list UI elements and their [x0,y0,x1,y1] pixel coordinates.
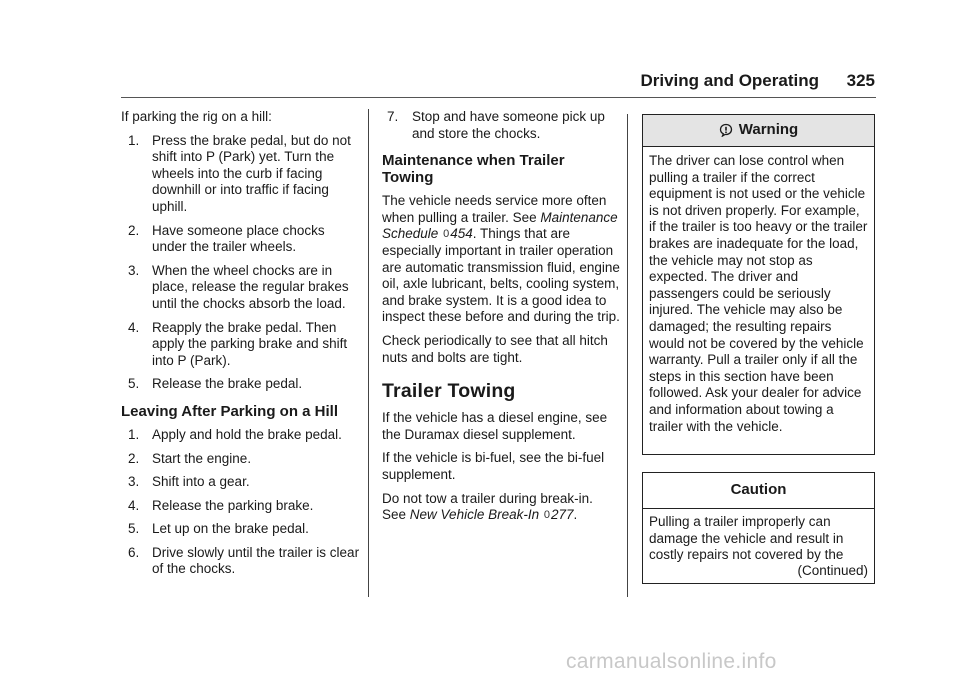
column-1 [121,109,361,585]
paragraph-text: The vehicle needs service more often when pulling a trailer. See [382,193,607,225]
step-number: 5. [128,376,140,392]
paragraph-text: Do not tow a trailer during break-in. See [382,490,593,523]
step-number: 2. [128,450,140,466]
continued-label: (Continued) [797,563,868,579]
step-text: Drive slowly until the trailer is clear of the chocks. [152,544,360,577]
caution-box [642,472,875,584]
step-number: 2. [128,222,140,238]
step-number: 3. [128,262,140,278]
column-divider-1 [368,109,369,597]
caution-body: Pulling a trailer improperly can damage the vehicle and result in costly repairs not covered by the [649,514,844,563]
list-item [121,263,361,313]
warning-body: The driver can lose control when pulling a trailer if the correct equipment is not used or the vehicle is not driven properly. For example, if the trailer is too heavy or the trailer brakes are inadequate for the load, the vehicle may not stop as expected. The driver and passengers could be seriously injured. The vehicle may also be damaged; the resulting repairs would not be covered by the vehicle warranty. Pull a trailer only if all the steps in this section have been followed. Ask your dealer for advice and information about towing a trailer with the vehicle. [649,153,868,434]
caution-title: Caution [730,481,787,499]
step-text: Press the brake pedal, but do not shift into P (Park) yet. Turn the wheels into the curb if facing downhill or into traffic if facing uphill. [152,132,351,214]
list-item [121,521,361,538]
step-number: 6. [128,544,140,560]
step-text: Apply and hold the brake pedal. [152,426,342,442]
list-item [121,320,361,370]
list-item [121,451,361,468]
list-item [121,376,361,393]
diesel-paragraph: If the vehicle has a diesel engine, see the Duramax diesel supplement. [382,410,608,442]
warning-header [643,115,874,147]
check-paragraph: Check periodically to see that all hitch nuts and bolts are tight. [382,332,608,365]
list-item [121,223,361,256]
step-text: Release the brake pedal. [152,376,303,392]
hill-parking-steps [121,133,361,393]
maintenance-paragraph: The vehicle needs service more often when pulling a trailer. See Maintenance Schedule 0454. Things that are especially important in trailer operation are automatic transmission fluid, engine oil, axle lubricant, belts, cooling system, and brake system. It is a good idea to inspect these before and during the trip. [382,193,620,325]
caution-header [643,473,874,509]
intro-paragraph: If parking the rig on a hill: [121,109,272,124]
step-text: Reapply the brake pedal. Then apply the parking brake and shift into P (Park). [152,319,348,368]
warning-triangle-icon [719,123,733,137]
list-item [121,545,361,578]
step-number: 7. [387,109,399,124]
bifuel-paragraph: If the vehicle is bi-fuel, see the bi-fuel supplement. [382,450,605,482]
step-number: 4. [128,497,140,513]
page-header [632,70,877,98]
step-text: Shift into a gear. [152,474,250,490]
list-item [382,109,620,142]
list-item [121,474,361,491]
step-number: 1. [128,132,140,148]
breakin-paragraph: Do not tow a trailer during break-in. See New Vehicle Break-In 0277. [382,490,593,523]
list-item [121,498,361,515]
leaving-steps [121,427,361,578]
maintenance-schedule-page[interactable]: 454 [450,226,473,242]
page-reference-icon: 0 [543,509,550,522]
column-divider-2 [627,114,628,597]
heading-trailer-towing: Trailer Towing [382,380,516,403]
step-text: Stop and have someone pick up and store the chocks. [412,109,605,141]
paragraph-text: Things that are especially important in trailer operation are automatic transmission fluid, engine oil, axle lubricant, belts, cooling system, and brake system. It is a good idea to inspect these before and during the trip. [382,226,620,325]
step-text: Start the engine. [152,450,252,466]
page-number: 325 [846,71,875,90]
step-number: 3. [128,474,140,490]
heading-leaving-after-parking: Leaving After Parking on a Hill [121,402,338,420]
hill-parking-steps-continued [382,109,620,142]
step-text: Let up on the brake pedal. [152,521,309,537]
step-text: Have someone place chocks under the trailer wheels. [152,222,325,255]
maintenance-schedule-link[interactable]: Maintenance Schedule [382,209,618,242]
page-reference-icon: 0 [443,228,450,241]
heading-maintenance: Maintenance when Trailer Towing [382,152,565,187]
warning-box [642,114,875,455]
watermark: carmanualsonline.info [566,650,777,673]
step-text: Release the parking brake. [152,497,314,513]
step-text: When the wheel chocks are in place, release the regular brakes until the chocks absorb the load. [152,262,349,311]
step-number: 5. [128,521,140,537]
column-2 [382,109,620,531]
section-title: Driving and Operating [640,71,819,90]
list-item [121,133,361,216]
step-number: 1. [128,426,140,442]
step-number: 4. [128,319,140,335]
list-item [121,427,361,444]
new-vehicle-break-in-link[interactable]: New Vehicle Break-In [409,507,540,523]
warning-title: Warning [738,121,799,139]
header-divider [121,97,876,98]
new-vehicle-break-in-page[interactable]: 277 [551,507,574,523]
